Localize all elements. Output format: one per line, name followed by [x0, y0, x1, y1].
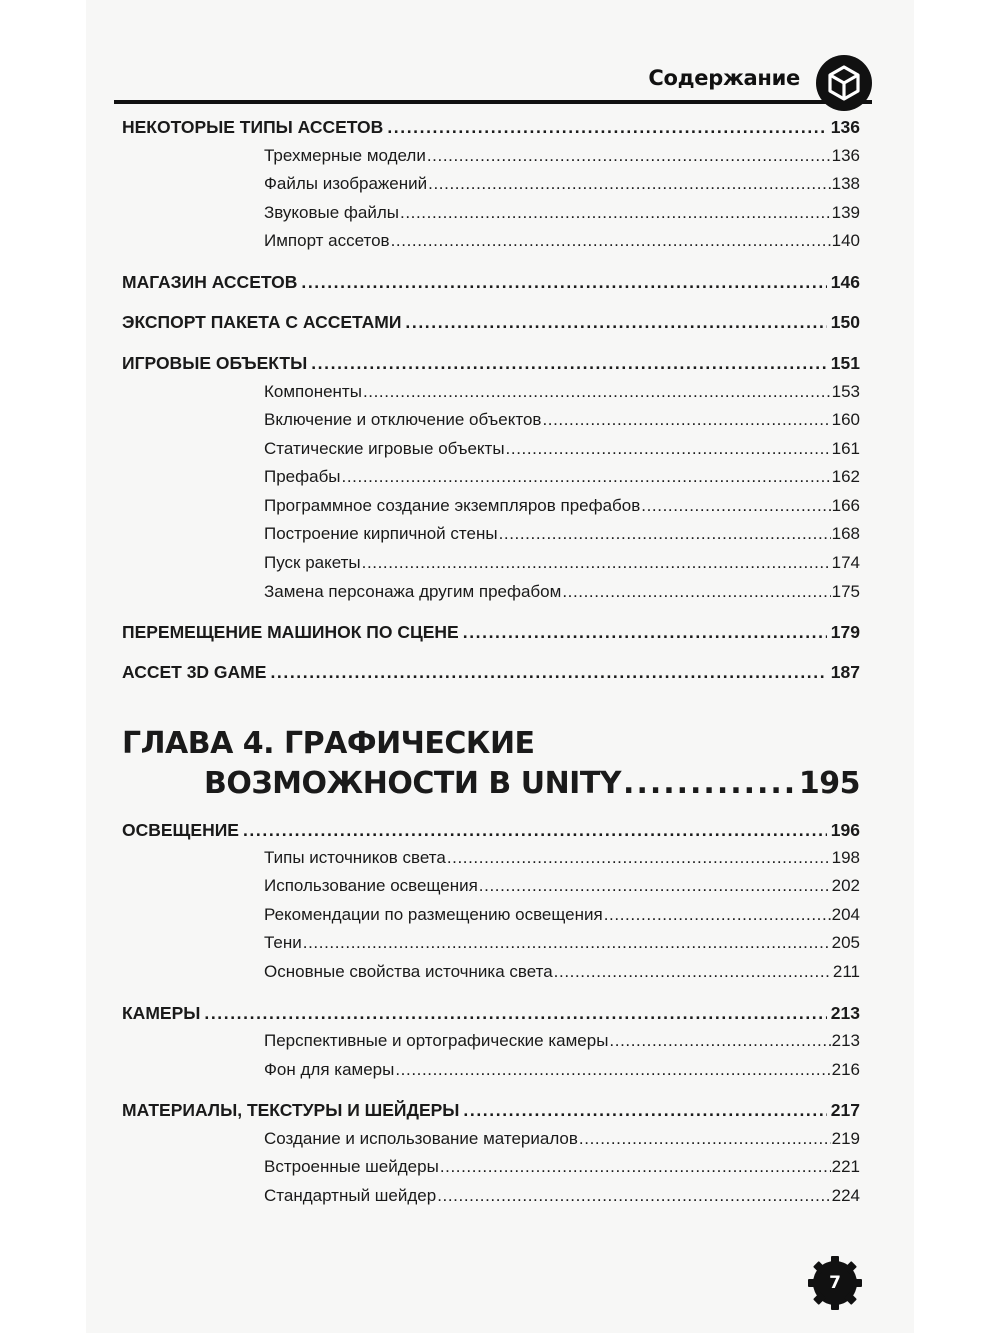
toc-subsection-title: Компоненты [264, 382, 362, 401]
dot-leader [623, 764, 797, 804]
toc-subsection-entry[interactable] [264, 551, 860, 575]
dot-leader [301, 270, 826, 294]
toc-page-number: 160 [831, 410, 860, 429]
toc-subsection-title: Построение кирпичной стены [264, 524, 498, 543]
toc-page-number: 198 [831, 848, 860, 867]
toc-page-number: 168 [831, 524, 860, 543]
toc-page-number: 179 [830, 622, 860, 642]
dot-leader [342, 465, 831, 489]
dot-leader [405, 310, 826, 334]
toc-subsection-entry[interactable] [264, 960, 860, 984]
dot-leader [395, 1058, 830, 1082]
toc-section-title: ОСВЕЩЕНИЕ [122, 820, 239, 840]
dot-leader [428, 172, 830, 196]
dot-leader [463, 620, 827, 644]
dot-leader [363, 380, 831, 404]
chapter-heading-entry[interactable] [204, 764, 860, 804]
dot-leader [554, 960, 832, 984]
toc-subsection-entry[interactable] [264, 201, 860, 225]
chapter-page-number: 195 [798, 766, 860, 801]
toc-page-number: 153 [831, 382, 860, 401]
page-number: 7 [829, 1273, 841, 1293]
toc-page-number: 224 [831, 1186, 860, 1205]
toc-page-number: 162 [831, 467, 860, 486]
toc-page-number: 174 [831, 553, 860, 572]
toc-page-number: 217 [830, 1100, 860, 1120]
toc-subsection-title: Звуковые файлы [264, 203, 400, 222]
toc-section-title: МАГАЗИН АССЕТОВ [122, 272, 298, 292]
toc-subsection-title: Включение и отключение объектов [264, 410, 542, 429]
toc-subsection-title: Создание и использование материалов [264, 1129, 578, 1148]
toc-subsection-title: Встроенные шейдеры [264, 1157, 439, 1176]
dot-leader [362, 551, 831, 575]
chapter-heading-title: ВОЗМОЖНОСТИ В UNITY [204, 766, 622, 801]
toc-subsection-entry[interactable] [264, 1029, 860, 1053]
toc-subsection-entry[interactable] [264, 903, 860, 927]
toc-page-number: 161 [831, 439, 860, 458]
toc-subsection-title: Программное создание экземпляров префабов [264, 496, 641, 515]
toc-section-entry[interactable] [122, 818, 860, 842]
toc-subsection-entry[interactable] [264, 580, 860, 604]
toc-subsection-title: Основные свойства источника света [264, 962, 553, 981]
dot-leader [440, 1155, 831, 1179]
toc-subsection-entry[interactable] [264, 522, 860, 546]
toc-page-number: 146 [830, 272, 860, 292]
toc-subsection-entry[interactable] [264, 380, 860, 404]
toc-section-entry[interactable] [122, 115, 860, 139]
toc-page-number: 140 [831, 231, 860, 250]
dot-leader [506, 437, 831, 461]
dot-leader [437, 1184, 830, 1208]
dot-leader [447, 846, 831, 870]
dot-leader [499, 522, 831, 546]
dot-leader [204, 1001, 826, 1025]
toc-subsection-title: Рекомендации по размещению освещения [264, 905, 603, 924]
dot-leader [641, 494, 830, 518]
toc-page-number: 138 [831, 174, 860, 193]
toc-subsection-title: Замена персонажа другим префабом [264, 582, 562, 601]
dot-leader [387, 115, 826, 139]
toc-page-number: 196 [830, 820, 860, 840]
dot-leader [270, 660, 826, 684]
toc-page-number: 151 [830, 353, 860, 373]
unity-logo-icon [816, 55, 872, 111]
toc-section-entry[interactable] [122, 351, 860, 375]
toc-page-number: 136 [831, 146, 860, 165]
header-rule [114, 100, 872, 104]
toc-page-number: 205 [831, 933, 860, 952]
toc-section-entry[interactable] [122, 270, 860, 294]
toc-subsection-entry[interactable] [264, 229, 860, 253]
toc-subsection-entry[interactable] [264, 846, 860, 870]
header-title: Содержание [648, 66, 800, 90]
toc-page-number: 204 [831, 905, 860, 924]
toc-section-title: ПЕРЕМЕЩЕНИЕ МАШИНОК ПО СЦЕНЕ [122, 622, 459, 642]
dot-leader [391, 229, 831, 253]
toc-page-number: 211 [832, 962, 860, 981]
toc-subsection-entry[interactable] [264, 1127, 860, 1151]
dot-leader [427, 144, 831, 168]
toc-subsection-entry[interactable] [264, 465, 860, 489]
page-header [114, 52, 884, 106]
toc-subsection-entry[interactable] [264, 1155, 860, 1179]
toc-subsection-entry[interactable] [264, 1058, 860, 1082]
toc-section-entry[interactable] [122, 660, 860, 684]
toc-section-entry[interactable] [122, 1001, 860, 1025]
toc-page-number: 216 [831, 1060, 860, 1079]
dot-leader [604, 903, 831, 927]
dot-leader [400, 201, 831, 225]
toc-subsection-title: Фон для камеры [264, 1060, 395, 1079]
dot-leader [479, 874, 831, 898]
toc-subsection-title: Префабы [264, 467, 341, 486]
dot-leader [243, 818, 827, 842]
toc-subsection-entry[interactable] [264, 437, 860, 461]
toc-subsection-entry[interactable] [264, 931, 860, 955]
dot-leader [303, 931, 831, 955]
toc-subsection-entry[interactable] [264, 1184, 860, 1208]
toc-page-number: 202 [831, 876, 860, 895]
toc-section-title: ИГРОВЫЕ ОБЪЕКТЫ [122, 353, 308, 373]
toc-page-number: 213 [830, 1003, 860, 1023]
toc-section-title: КАМЕРЫ [122, 1003, 201, 1023]
toc-page-number: 219 [831, 1129, 860, 1148]
toc-subsection-entry[interactable] [264, 874, 860, 898]
toc-page-number: 139 [831, 203, 860, 222]
toc-page-number: 187 [830, 662, 860, 682]
toc-page-number: 166 [831, 496, 860, 515]
toc-subsection-entry[interactable] [264, 172, 860, 196]
toc-section-entry[interactable] [122, 310, 860, 334]
dot-leader [311, 351, 827, 375]
toc-section-title: ЭКСПОРТ ПАКЕТА С АССЕТАМИ [122, 312, 402, 332]
toc-section-entry[interactable] [122, 620, 860, 644]
toc-subsection-title: Статические игровые объекты [264, 439, 505, 458]
toc-subsection-title: Пуск ракеты [264, 553, 361, 572]
toc-page-number: 175 [831, 582, 860, 601]
toc-section-title: АССЕТ 3D GAME [122, 662, 267, 682]
chapter-heading: ГЛАВА 4. ГРАФИЧЕСКИЕ [122, 726, 535, 761]
toc-subsection-title: Тени [264, 933, 302, 952]
dot-leader [562, 580, 830, 604]
dot-leader [579, 1127, 831, 1151]
toc-page-number: 150 [830, 312, 860, 332]
toc-subsection-title: Использование освещения [264, 876, 478, 895]
toc-section-entry[interactable] [122, 1098, 860, 1122]
toc-section-title: МАТЕРИАЛЫ, ТЕКСТУРЫ И ШЕЙДЕРЫ [122, 1100, 460, 1120]
toc-page-number: 136 [830, 117, 860, 137]
toc-section-title: НЕКОТОРЫЕ ТИПЫ АССЕТОВ [122, 117, 384, 137]
book-page [86, 0, 914, 1333]
dot-leader [542, 408, 830, 432]
toc-page-number: 221 [831, 1157, 860, 1176]
toc-subsection-title: Трехмерные модели [264, 146, 426, 165]
dot-leader [609, 1029, 830, 1053]
toc-subsection-title: Типы источников света [264, 848, 446, 867]
toc-subsection-title: Файлы изображений [264, 174, 428, 193]
toc-subsection-entry[interactable] [264, 144, 860, 168]
toc-page-number: 213 [831, 1031, 860, 1050]
toc-subsection-entry[interactable] [264, 408, 860, 432]
dot-leader [463, 1098, 826, 1122]
toc-subsection-title: Стандартный шейдер [264, 1186, 437, 1205]
toc-subsection-entry[interactable] [264, 494, 860, 518]
toc-subsection-title: Перспективные и ортографические камеры [264, 1031, 609, 1050]
toc-subsection-title: Импорт ассетов [264, 231, 390, 250]
